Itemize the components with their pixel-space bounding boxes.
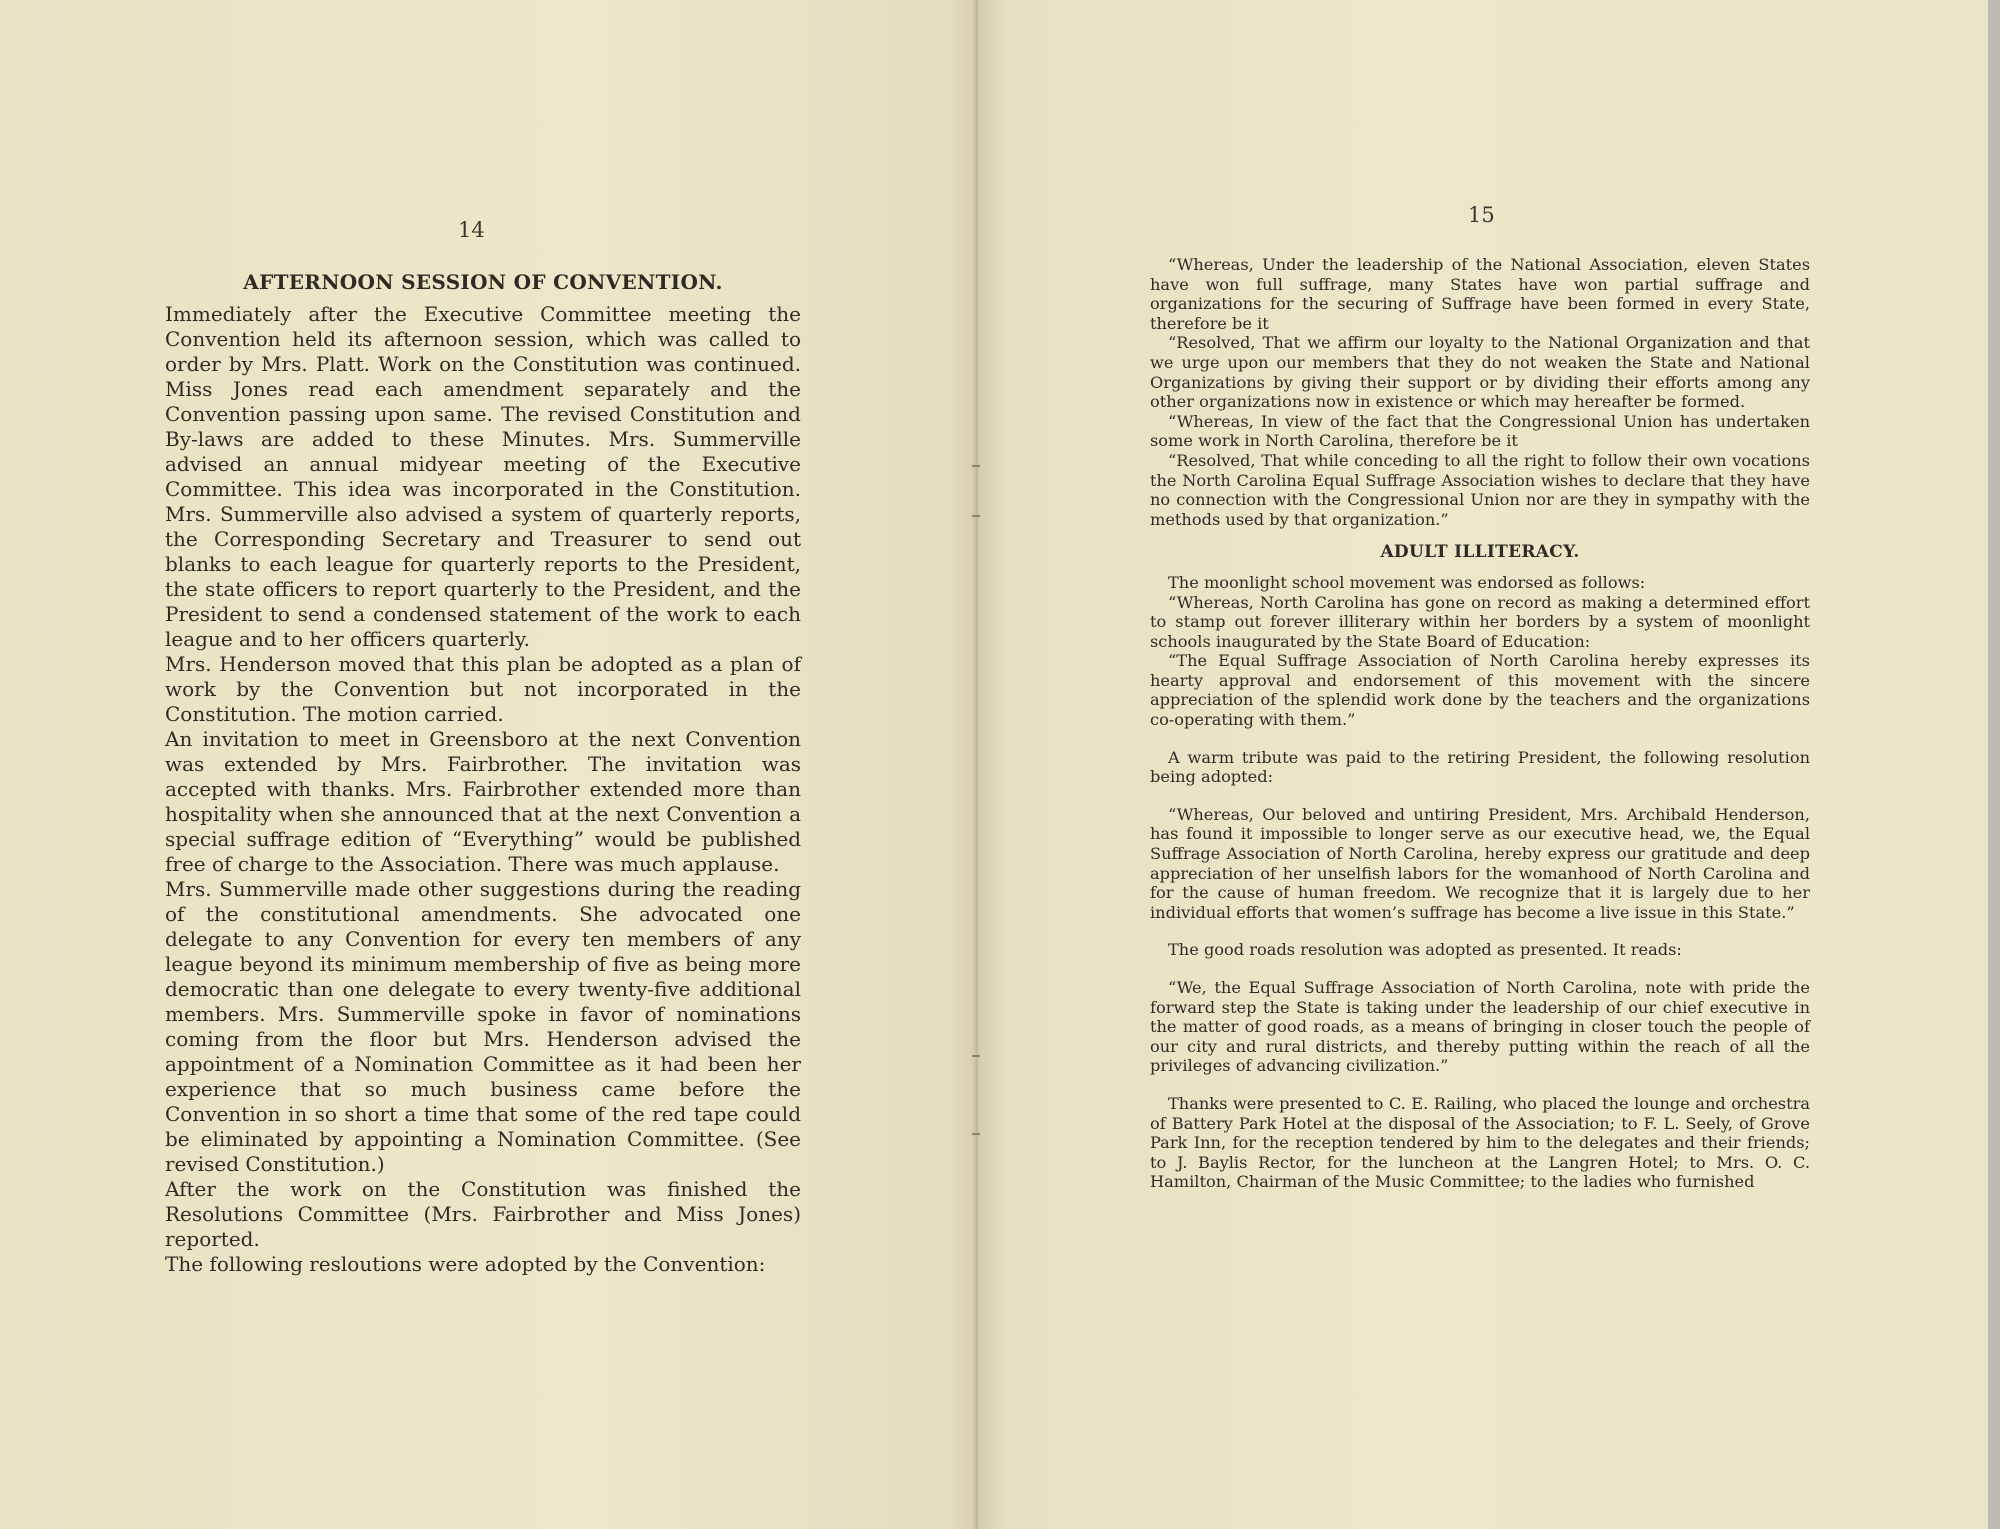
left-page — [0, 0, 978, 1529]
page-number-left: 14 — [458, 218, 485, 242]
binding-mark — [972, 465, 980, 467]
section-heading: AFTERNOON SESSION OF CONVENTION. — [243, 270, 723, 294]
page-number-right: 15 — [1468, 203, 1495, 227]
resolution-paragraph: “The Equal Suffrage Association of North Carolina hereby expresses its hearty approval and endorsement of this movement with the sincere appreciation of the splendid work done by the teachers and the organizations co-operating with them.” — [1150, 651, 1810, 730]
right-page-body — [1150, 255, 1810, 1192]
page-edge — [1988, 0, 2000, 1529]
binding-mark — [972, 1133, 980, 1135]
resolution-paragraph: “Whereas, In view of the fact that the Congressional Union has undertaken some work in North Carolina, therefore be it — [1150, 411, 1810, 451]
paragraph: Mrs. Henderson moved that this plan be adopted as a plan of work by the Convention but not incorporated in the Constitution. The motion carried. — [165, 652, 801, 726]
paragraph: The following resloutions were adopted by the Convention: — [165, 1252, 766, 1276]
thanks-paragraph: Thanks were presented to C. E. Railing, who placed the lounge and orchestra of Battery Park Hotel at the disposal of the Association; to F. L. Seely, of Grove Park Inn, for the reception tendered by him to the delegates and their friends; to J. Baylis Rector, for the luncheon at the Langren Hotel; to Mrs. O. C. Hamilton, Chairman of the Music Committee; to the ladies who furnished — [1150, 1093, 1810, 1192]
paragraph: Mrs. Summerville made other suggestions during the reading of the constitutional amendments. She advocated one delegate to any Convention for every ten members of any league beyond its minimum membership of five as being more democratic than one delegate to every twenty-five additional members. Mrs. Summerville spoke in favor of nominations coming from the floor but Mrs. Henderson advised the appointment of a Nomination Committee as it had been her experience that so much business came before the Convention in so short a time that some of the red tape could be eliminated by appointing a Nomination Committee. (See revised Constitution.) — [165, 877, 801, 1176]
resolution-paragraph: “Whereas, North Carolina has gone on record as making a determined effort to stamp out forever illiterary within her borders by a system of moonlight schools inaugurated by the State Board of Education: — [1150, 592, 1810, 651]
tribute-paragraph: A warm tribute was paid to the retiring President, the following resolution being adopted: — [1150, 747, 1810, 787]
resolution-paragraph: The moonlight school movement was endorsed as follows: — [1168, 572, 1646, 592]
paragraph: An invitation to meet in Greensboro at the next Convention was extended by Mrs. Fairbrother. The invitation was accepted with thanks. Mrs. Fairbrother extended more than hospitality when she announced that at the next Convention a special suffrage edition of “Everything” would be published free of charge to the Association. There was much applause. — [165, 727, 801, 876]
paragraph: After the work on the Constitution was finished the Resolutions Committee (Mrs. Fairbrother and Miss Jones) reported. — [165, 1177, 801, 1251]
president-resolution: “Whereas, Our beloved and untiring President, Mrs. Archibald Henderson, has found it impossible to longer serve as our executive head, we, the Equal Suffrage Association of North Carolina, hereby express our gratitude and deep appreciation of her unselfish labors for the womanhood of North Carolina and for the cause of human freedom. We recognize that it is largely due to her individual efforts that women’s suffrage has become a live issue in this State.” — [1150, 804, 1810, 922]
left-page-body — [165, 268, 801, 1277]
section-subheading: ADULT ILLITERACY. — [1380, 542, 1580, 563]
binding-mark — [972, 1055, 980, 1057]
roads-resolution: “We, the Equal Suffrage Association of North Carolina, note with pride the forward step the State is taking under the leadership of our chief executive in the matter of good roads, as a means of bringing in closer touch the people of our city and rural districts, and thereby putting within the reach of all the privileges of advancing civilization.” — [1150, 978, 1810, 1076]
resolution-paragraph: “Whereas, Under the leadership of the National Association, eleven States have won full suffrage, many States have won partial suffrage and organizations for the securing of Suffrage have been formed in every State, therefore be it — [1150, 255, 1810, 333]
roads-intro: The good roads resolution was adopted as presented. It reads: — [1168, 940, 1682, 960]
binding-mark — [972, 515, 980, 517]
resolution-paragraph: “Resolved, That while conceding to all the right to follow their own vocations the North Carolina Equal Suffrage Association wishes to declare that they have no connection with the Congressional Union nor are they in sympathy with the methods used by that organization.” — [1150, 450, 1810, 529]
resolution-paragraph: “Resolved, That we affirm our loyalty to the National Organization and that we urge upon our members that they do not weaken the State and National Organizations by giving their support or by dividing their efforts among any other organizations now in existence or which may hereafter be formed. — [1150, 333, 1810, 412]
paragraph: Immediately after the Executive Committee meeting the Convention held its afternoon session, which was called to order by Mrs. Platt. Work on the Constitution was continued. Miss Jones read each amendment separately and the Convention passing upon same. The revised Constitution and By-laws are added to these Minutes. Mrs. Summerville advised an annual midyear meeting of the Executive Committee. This idea was incorporated in the Constitution. Mrs. Summerville also advised a system of quarterly reports, the Corresponding Secretary and Treasurer to send out blanks to each league for quarterly reports to the President, the state officers to report quarterly to the President, and the President to send a condensed statement of the work to each league and to her officers quarterly. — [165, 302, 801, 651]
